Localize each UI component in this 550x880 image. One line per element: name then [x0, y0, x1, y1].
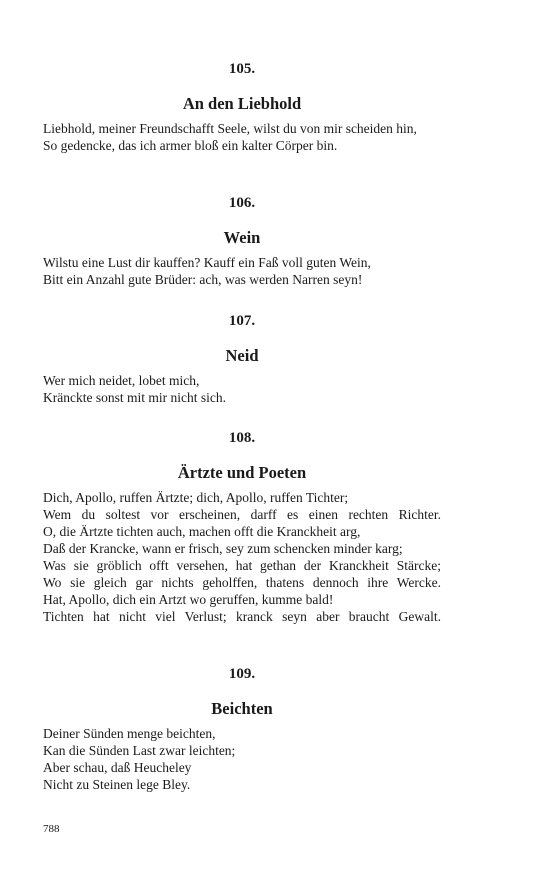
- poem-number: 105.: [228, 61, 256, 77]
- poem-line: Aber schau, daß Heucheley: [43, 760, 192, 775]
- poem-line: Daß der Krancke, wann er frisch, sey zum schencken minder karg;: [43, 541, 403, 556]
- poem-body: [43, 120, 441, 154]
- poem-title: Beichten: [211, 699, 273, 718]
- poem-body: [43, 489, 441, 625]
- poem-title: Wein: [223, 228, 261, 247]
- poem-line: Bitt ein Anzahl gute Brüder: ach, was werden Narren seyn!: [43, 272, 363, 287]
- poem-105: [43, 60, 441, 154]
- poem-number: 107.: [228, 313, 256, 329]
- poem-line: Kan die Sünden Last zwar leichten;: [43, 743, 236, 758]
- page-number: 788: [43, 823, 60, 835]
- poem-line: Was sie gröblich offt versehen, hat gethan der Kranckheit Stärcke;: [43, 558, 441, 573]
- poem-title: Neid: [225, 346, 259, 365]
- poem-number: 109.: [228, 666, 256, 682]
- poem-107: [43, 312, 441, 406]
- poem-line: Wem du soltest vor erscheinen, darff es einen rechten Richter.: [43, 507, 441, 522]
- poem-line: Hat, Apollo, dich ein Artzt wo geruffen, kumme bald!: [43, 592, 334, 607]
- poem-line: Wilstu eine Lust dir kauffen? Kauff ein Faß voll guten Wein,: [43, 255, 371, 270]
- poem-109: [43, 665, 441, 793]
- poem-108: [43, 429, 441, 625]
- poem-title: Ärtzte und Poeten: [177, 463, 307, 482]
- poem-body: [43, 254, 441, 288]
- poem-body: [43, 725, 441, 793]
- poem-line: Dich, Apollo, ruffen Ärtzte; dich, Apollo, ruffen Tichter;: [43, 490, 349, 505]
- poem-line: Wer mich neidet, lobet mich,: [43, 373, 200, 388]
- poem-line: Tichten hat nicht viel Verlust; kranck seyn aber braucht Gewalt.: [43, 609, 441, 624]
- poem-title: An den Liebhold: [182, 94, 302, 113]
- poem-line: O, die Ärtzte tichten auch, machen offt die Kranckheit arg,: [43, 524, 361, 539]
- poem-line: Wo sie gleich gar nichts geholffen, thatens dennoch ihre Wercke.: [43, 575, 441, 590]
- poem-body: [43, 372, 441, 406]
- poem-line: Deiner Sünden menge beichten,: [43, 726, 216, 741]
- poem-number: 108.: [228, 430, 256, 446]
- poem-line: So gedencke, das ich armer bloß ein kalter Cörper bin.: [43, 138, 338, 153]
- poem-line: Liebhold, meiner Freundschafft Seele, wilst du von mir scheiden hin,: [43, 121, 417, 136]
- poem-line: Kränckte sonst mit mir nicht sich.: [43, 390, 226, 405]
- poem-106: [43, 194, 441, 288]
- poem-number: 106.: [228, 195, 256, 211]
- poem-line: Nicht zu Steinen lege Bley.: [43, 777, 191, 792]
